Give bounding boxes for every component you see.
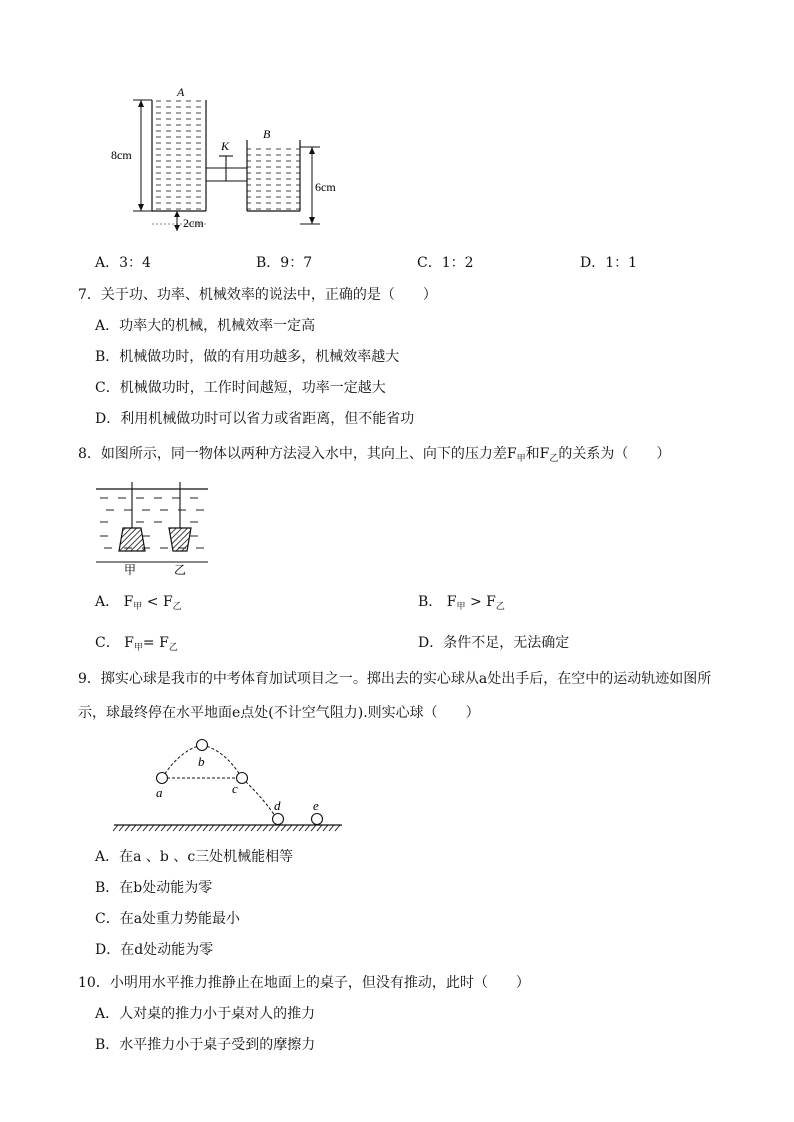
ground-hatch-mark bbox=[119, 825, 124, 831]
ground-hatch-mark bbox=[155, 825, 160, 831]
q7-option-b[interactable]: B．机械做功时，做的有用功越多，机械效率越大 bbox=[95, 349, 400, 365]
q7-stem: 7．关于功、功率、机械效率的说法中，正确的是（ ） bbox=[78, 287, 437, 303]
ground-hatch-mark bbox=[245, 825, 250, 831]
dim-bottom-arrow-up bbox=[174, 211, 180, 217]
ground-hatch-mark bbox=[215, 825, 220, 831]
q8-option-a[interactable] bbox=[95, 591, 182, 612]
ground-hatch-mark bbox=[257, 825, 262, 831]
ground-hatch-mark bbox=[131, 825, 136, 831]
block-jia bbox=[119, 528, 145, 551]
ball-e bbox=[312, 814, 323, 825]
ground-hatch-mark bbox=[203, 825, 208, 831]
ground-hatch-mark bbox=[173, 825, 178, 831]
q9-stem-line2: 示，球最终停在水平地面e点处(不计空气阻力).则实心球（ ） bbox=[78, 705, 480, 721]
label-a: a bbox=[156, 785, 163, 800]
q8-a-op: < bbox=[146, 594, 159, 610]
q8-f-jia bbox=[507, 446, 526, 462]
q8-sub-jia: 甲 bbox=[516, 454, 526, 464]
q8-c-sub2: 乙 bbox=[168, 643, 178, 653]
q8-b-prefix: B． bbox=[418, 594, 443, 610]
label-b: b bbox=[198, 754, 205, 769]
q8-f-letter: F bbox=[506, 446, 517, 462]
ground-hatch-mark bbox=[299, 825, 304, 831]
q8-option-d[interactable]: D．条件不足，无法确定 bbox=[418, 635, 570, 651]
ground-hatch bbox=[113, 825, 340, 831]
trajectory-bc bbox=[202, 745, 242, 778]
ground-hatch-mark bbox=[329, 825, 334, 831]
q6-option-b[interactable]: B．9：7 bbox=[256, 255, 313, 271]
ball-b bbox=[197, 740, 208, 751]
trajectory-ab bbox=[162, 745, 202, 778]
label-a: A bbox=[177, 85, 185, 99]
label-e: e bbox=[313, 798, 319, 813]
ball-c bbox=[237, 773, 248, 784]
q9-stem-line1: 9．掷实心球是我市的中考体育加试项目之一。掷出去的实心球从a处出手后，在空中的运动轨迹如图所 bbox=[78, 671, 712, 687]
q8-sub-yi: 乙 bbox=[549, 454, 559, 464]
q8-b-op: > bbox=[469, 594, 482, 610]
q6-option-a[interactable]: A．3：4 bbox=[95, 255, 151, 271]
ground-hatch-mark bbox=[263, 825, 268, 831]
ground-hatch-mark bbox=[179, 825, 184, 831]
q8-option-b[interactable] bbox=[418, 591, 505, 612]
q8-f-letter: F bbox=[539, 446, 550, 462]
q8-c-prefix: C． bbox=[95, 635, 120, 651]
ground-hatch-mark bbox=[143, 825, 148, 831]
label-c: c bbox=[232, 781, 238, 796]
block-yi bbox=[169, 528, 191, 551]
ball-d bbox=[273, 814, 284, 825]
q8-stem bbox=[78, 443, 670, 464]
q9-option-c[interactable]: C．在a处重力势能最小 bbox=[95, 911, 241, 927]
label-d: d bbox=[274, 798, 281, 813]
ground-hatch-mark bbox=[197, 825, 202, 831]
ground-hatch-mark bbox=[167, 825, 172, 831]
q8-b-f2: F bbox=[486, 594, 496, 610]
q8-c-f1: F bbox=[124, 635, 134, 651]
container-a-water bbox=[152, 100, 206, 211]
ground-hatch-mark bbox=[185, 825, 190, 831]
q6-option-d[interactable]: D．1：1 bbox=[580, 255, 638, 271]
ground-hatch-mark bbox=[287, 825, 292, 831]
ground-hatch-mark bbox=[269, 825, 274, 831]
q8-a-f2: F bbox=[162, 594, 173, 610]
ground-hatch-mark bbox=[317, 825, 322, 831]
q8-a-f1: F bbox=[123, 594, 134, 610]
container-b-water bbox=[247, 147, 300, 211]
q8-a-sub2: 乙 bbox=[172, 602, 182, 612]
label-b: B bbox=[263, 127, 271, 141]
q10-option-b[interactable]: B．水平推力小于桌子受到的摩擦力 bbox=[95, 1037, 316, 1053]
dim-bottom-arrow-down bbox=[174, 225, 180, 231]
ground-hatch-mark bbox=[125, 825, 130, 831]
ground-hatch-mark bbox=[281, 825, 286, 831]
q7-option-d[interactable]: D．利用机械做功时可以省力或省距离，但不能省功 bbox=[95, 411, 415, 427]
q7-option-c[interactable]: C．机械做功时，工作时间越短，功率一定越大 bbox=[95, 380, 386, 396]
ground-hatch-mark bbox=[335, 825, 340, 831]
q6-figure bbox=[105, 80, 345, 240]
dim-a-arrow-down bbox=[138, 204, 144, 211]
ground-hatch-mark bbox=[149, 825, 154, 831]
fig-label-jia: 甲 bbox=[124, 563, 137, 576]
ground-hatch-mark bbox=[233, 825, 238, 831]
dim-a-text: 8cm bbox=[111, 148, 132, 162]
trajectory-cd bbox=[242, 778, 277, 819]
ground-hatch-mark bbox=[161, 825, 166, 831]
q9-option-b[interactable]: B．在b处动能为零 bbox=[95, 880, 213, 896]
ground-hatch-mark bbox=[221, 825, 226, 831]
q8-option-c[interactable] bbox=[95, 632, 178, 653]
ground-hatch-mark bbox=[293, 825, 298, 831]
q8-c-f2: F bbox=[159, 635, 169, 651]
dim-bottom-text: 2cm bbox=[183, 216, 204, 230]
ground-hatch-mark bbox=[239, 825, 244, 831]
dim-b-arrow-up bbox=[309, 147, 315, 154]
ground-hatch-mark bbox=[227, 825, 232, 831]
q8-a-prefix: A． bbox=[95, 594, 120, 610]
ground-hatch-mark bbox=[209, 825, 214, 831]
dim-a-arrow-up bbox=[138, 100, 144, 107]
q10-stem: 10．小明用水平推力推静止在地面上的桌子，但没有推动，此时（ ） bbox=[78, 975, 530, 991]
q8-and: 和 bbox=[525, 446, 540, 462]
q9-option-a[interactable]: A．在a 、b 、c三处机械能相等 bbox=[95, 849, 294, 865]
q8-b-sub2: 乙 bbox=[495, 602, 505, 612]
q9-figure bbox=[110, 735, 350, 835]
ground-hatch-mark bbox=[305, 825, 310, 831]
ground-hatch-mark bbox=[311, 825, 316, 831]
q9-option-d[interactable]: D．在d处动能为零 bbox=[95, 942, 214, 958]
label-k: K bbox=[221, 139, 230, 153]
q10-option-a[interactable]: A．人对桌的推力小于桌对人的推力 bbox=[95, 1006, 316, 1022]
q6-option-c[interactable]: C．1：2 bbox=[417, 255, 474, 271]
q8-figure bbox=[92, 476, 212, 576]
ground-hatch-mark bbox=[323, 825, 328, 831]
dim-b-text: 6cm bbox=[315, 180, 336, 194]
fig-label-yi: 乙 bbox=[174, 563, 187, 576]
q8-b-f1: F bbox=[446, 594, 457, 610]
q8-a-sub1: 甲 bbox=[133, 602, 143, 612]
ground-hatch-mark bbox=[191, 825, 196, 831]
q8-stem-pre: 8．如图所示，同一物体以两种方法浸入水中，其向上、向下的压力差 bbox=[78, 446, 507, 462]
q8-c-op: = bbox=[142, 635, 155, 651]
ground-hatch-mark bbox=[251, 825, 256, 831]
ground-hatch-mark bbox=[113, 825, 118, 831]
ball-a bbox=[157, 773, 168, 784]
ground-hatch-mark bbox=[137, 825, 142, 831]
q8-b-sub1: 甲 bbox=[456, 602, 466, 612]
q7-option-a[interactable]: A．功率大的机械，机械效率一定高 bbox=[95, 318, 316, 334]
dim-b-arrow-down bbox=[309, 217, 315, 224]
q8-f-yi bbox=[540, 446, 559, 462]
ground-hatch-mark bbox=[275, 825, 280, 831]
q8-c-sub1: 甲 bbox=[133, 643, 143, 653]
q8-stem-post: 的关系为（ ） bbox=[558, 446, 671, 462]
